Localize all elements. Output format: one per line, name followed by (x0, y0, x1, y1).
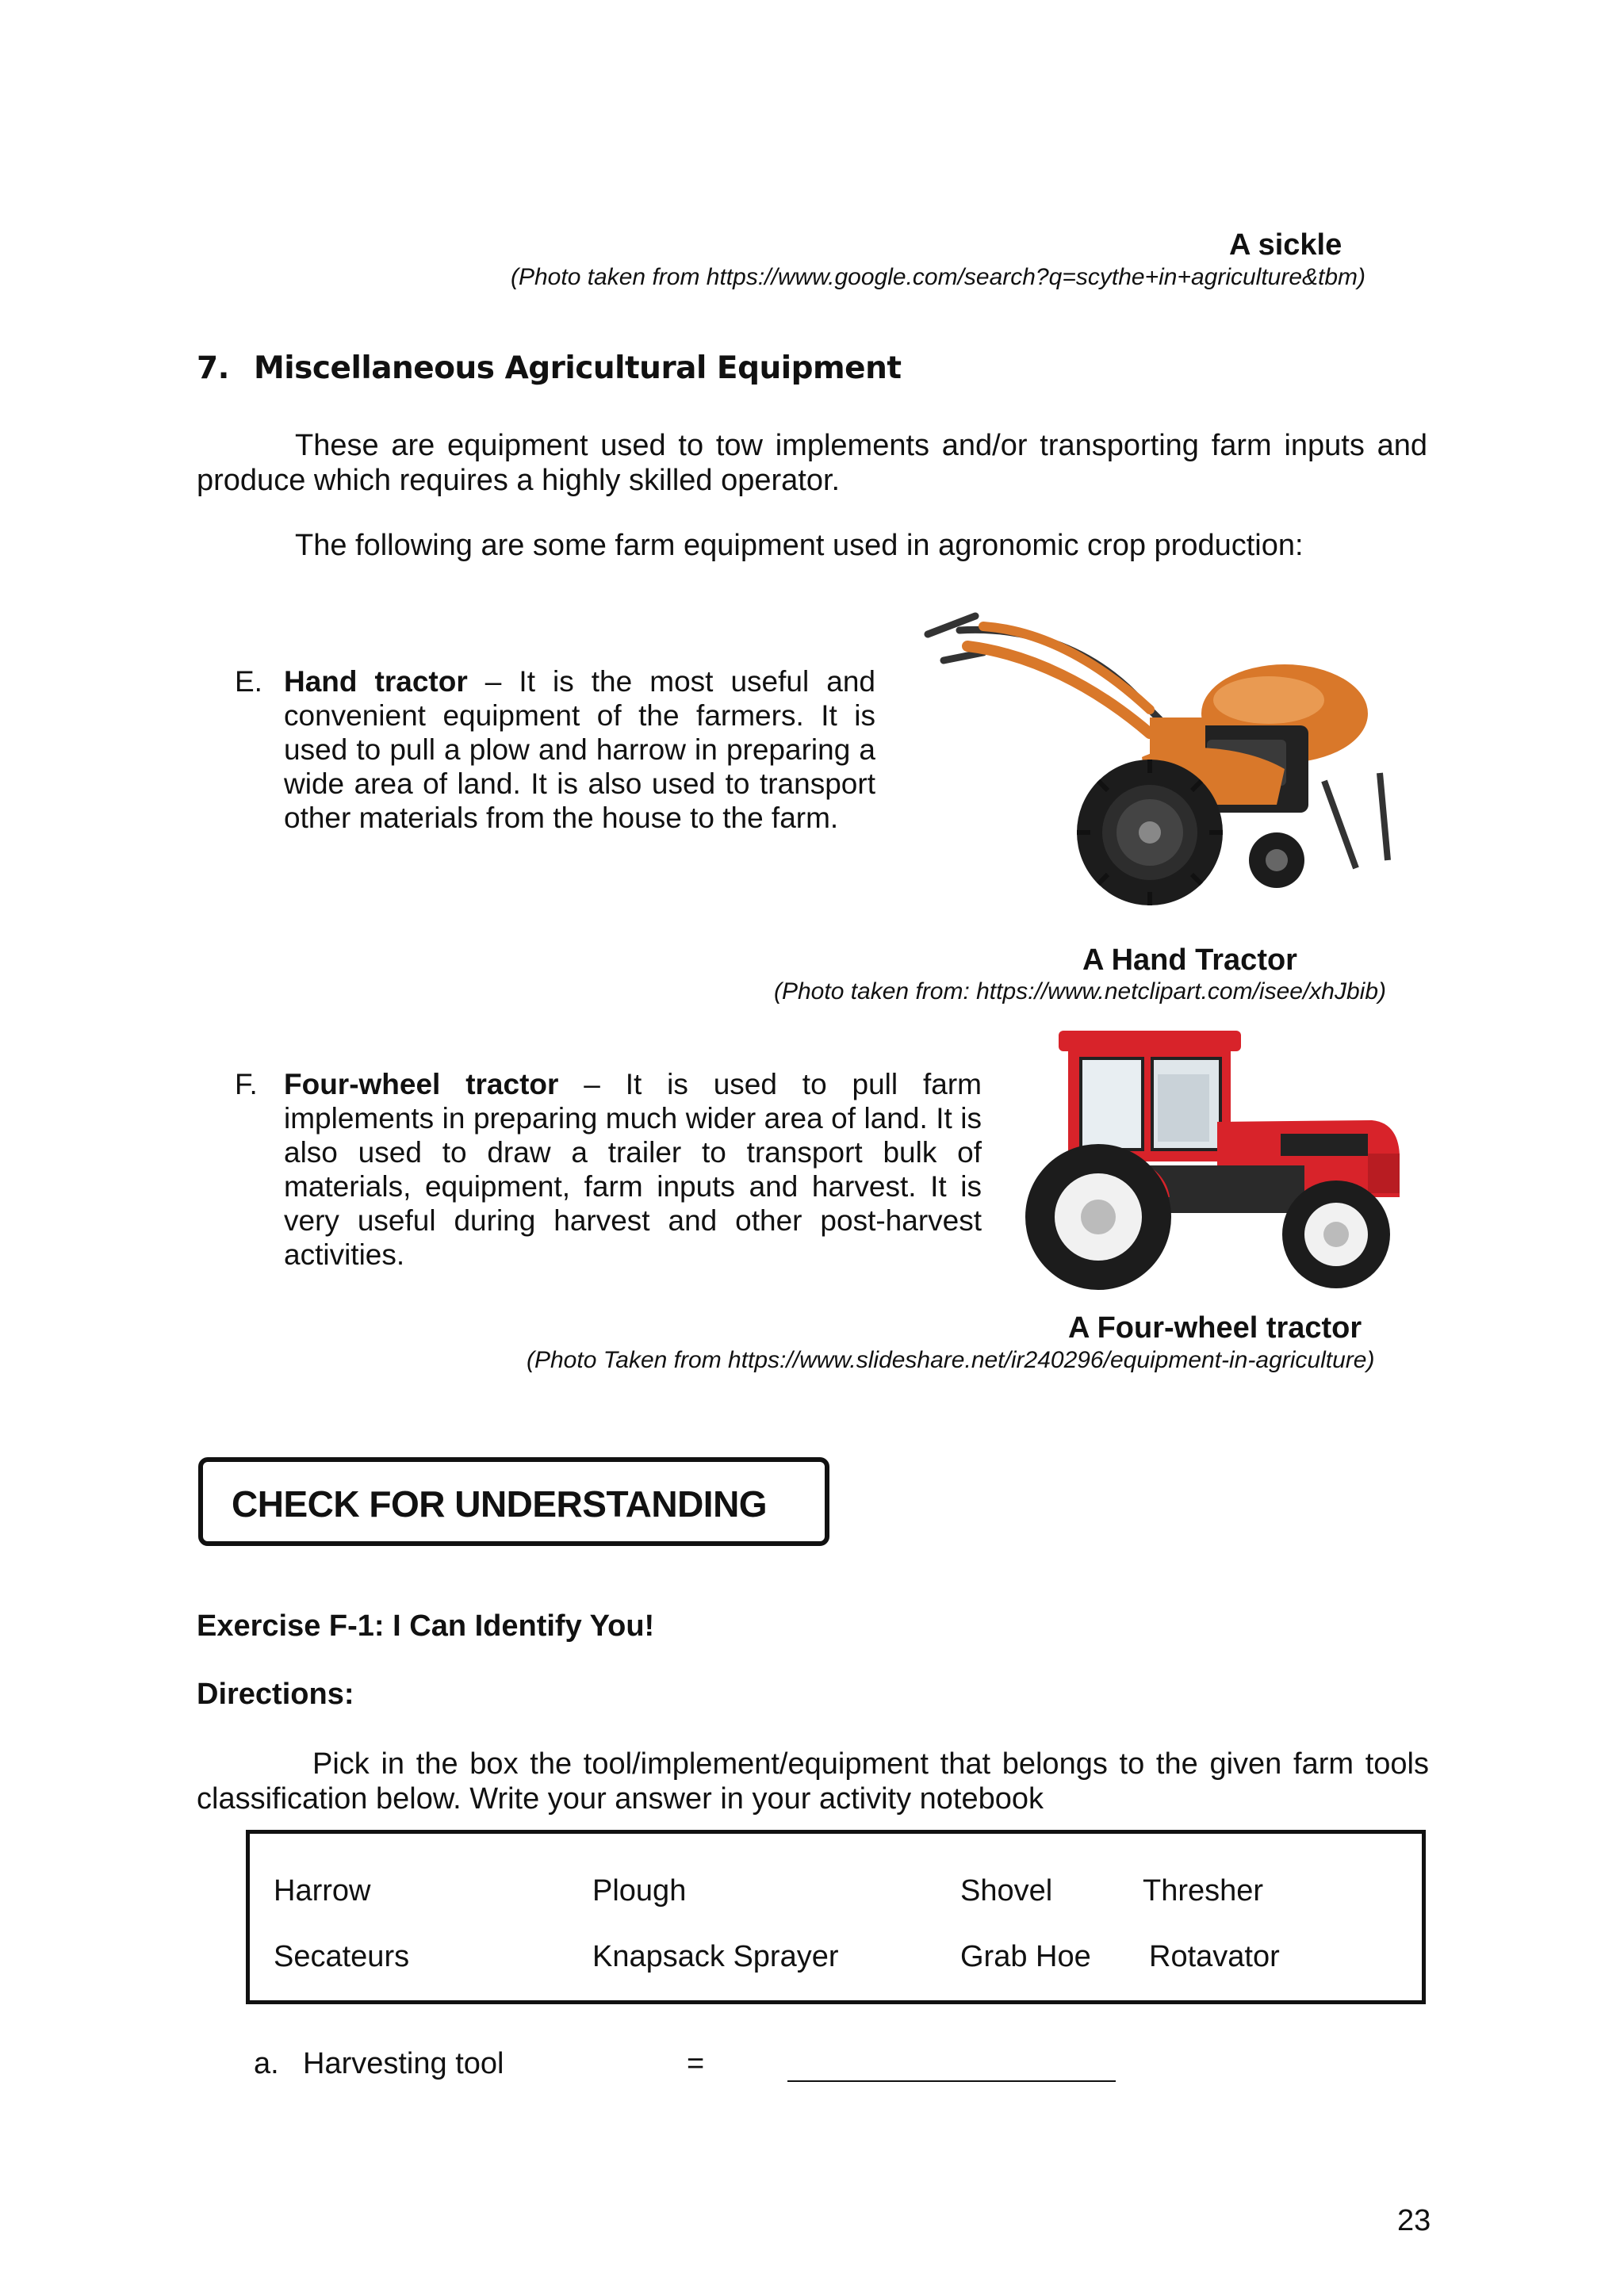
sickle-caption-title: A sickle (1229, 228, 1342, 262)
item-term: Four-wheel tractor (284, 1068, 559, 1100)
directions-label: Directions: (197, 1678, 354, 1711)
question-letter: a. (254, 2047, 279, 2080)
answer-blank[interactable] (787, 2080, 1116, 2082)
intro-paragraph (197, 428, 1427, 498)
word-choice-box (246, 1830, 1426, 2004)
list-item-hand-tractor (235, 664, 879, 871)
section-number: 7. (197, 350, 229, 386)
word-choice: Rotavator (1149, 1940, 1280, 1973)
word-choice: Thresher (1143, 1874, 1264, 1908)
check-for-understanding-title: CHECK FOR UNDERSTANDING (232, 1483, 768, 1525)
item-body (284, 664, 875, 835)
lead-paragraph: The following are some farm equipment used in agronomic crop production: (295, 529, 1304, 562)
exercise-title: Exercise F-1: I Can Identify You! (197, 1609, 655, 1643)
check-for-understanding-box (198, 1457, 829, 1546)
word-choice: Harrow (274, 1874, 371, 1908)
four-wheel-tractor-image (1019, 1027, 1415, 1296)
hand-tractor-caption: A Hand Tractor (1082, 943, 1297, 977)
intro-text: These are equipment used to tow implements and/or transporting farm inputs and produce which requires a highly skilled operator. (197, 429, 1427, 497)
hand-tractor-source: (Photo taken from: https://www.netclipart.com/isee/xhJbib) (774, 978, 1386, 1004)
item-text: – It is used to pull farm implements in preparing much wider area of land. It is also used to draw a trailer to transport bulk of materials, equipment, farm inputs and harvest. It is very useful during harvest and other post-harvest activities. (284, 1068, 982, 1271)
item-letter: F. (235, 1068, 258, 1100)
word-choice: Shovel (960, 1874, 1053, 1908)
section-heading (197, 350, 902, 386)
hand-tractor-image (912, 599, 1396, 916)
four-wheel-tractor-source: (Photo Taken from https://www.slideshare.net/ir240296/equipment-in-agriculture) (527, 1347, 1375, 1373)
four-wheel-tractor-caption: A Four-wheel tractor (1068, 1311, 1362, 1345)
item-text: – It is the most useful and convenient equipment of the farmers. It is used to pull a plow and harrow in preparing a wide area of land. It is also used to transport other materials from the house to the farm. (284, 665, 875, 834)
word-choice: Knapsack Sprayer (592, 1940, 839, 1973)
sickle-caption-source: (Photo taken from https://www.google.com/search?q=scythe+in+agriculture&tbm) (511, 264, 1366, 290)
directions-text: Pick in the box the tool/implement/equipment that belongs to the given farm tools classification below. Write your answer in your activity notebook (197, 1747, 1429, 1816)
item-body (284, 1067, 982, 1272)
question-equals: = (687, 2047, 705, 2080)
list-item-four-wheel-tractor (235, 1067, 988, 1281)
question-label: Harvesting tool (303, 2047, 504, 2080)
word-choice: Secateurs (274, 1940, 410, 1973)
directions-paragraph (197, 1747, 1429, 1816)
section-title: Miscellaneous Agricultural Equipment (254, 350, 902, 386)
page-number: 23 (1397, 2204, 1431, 2237)
item-letter: E. (235, 665, 262, 698)
item-term: Hand tractor (284, 665, 468, 698)
word-choice: Grab Hoe (960, 1940, 1091, 1973)
word-choice: Plough (592, 1874, 687, 1908)
